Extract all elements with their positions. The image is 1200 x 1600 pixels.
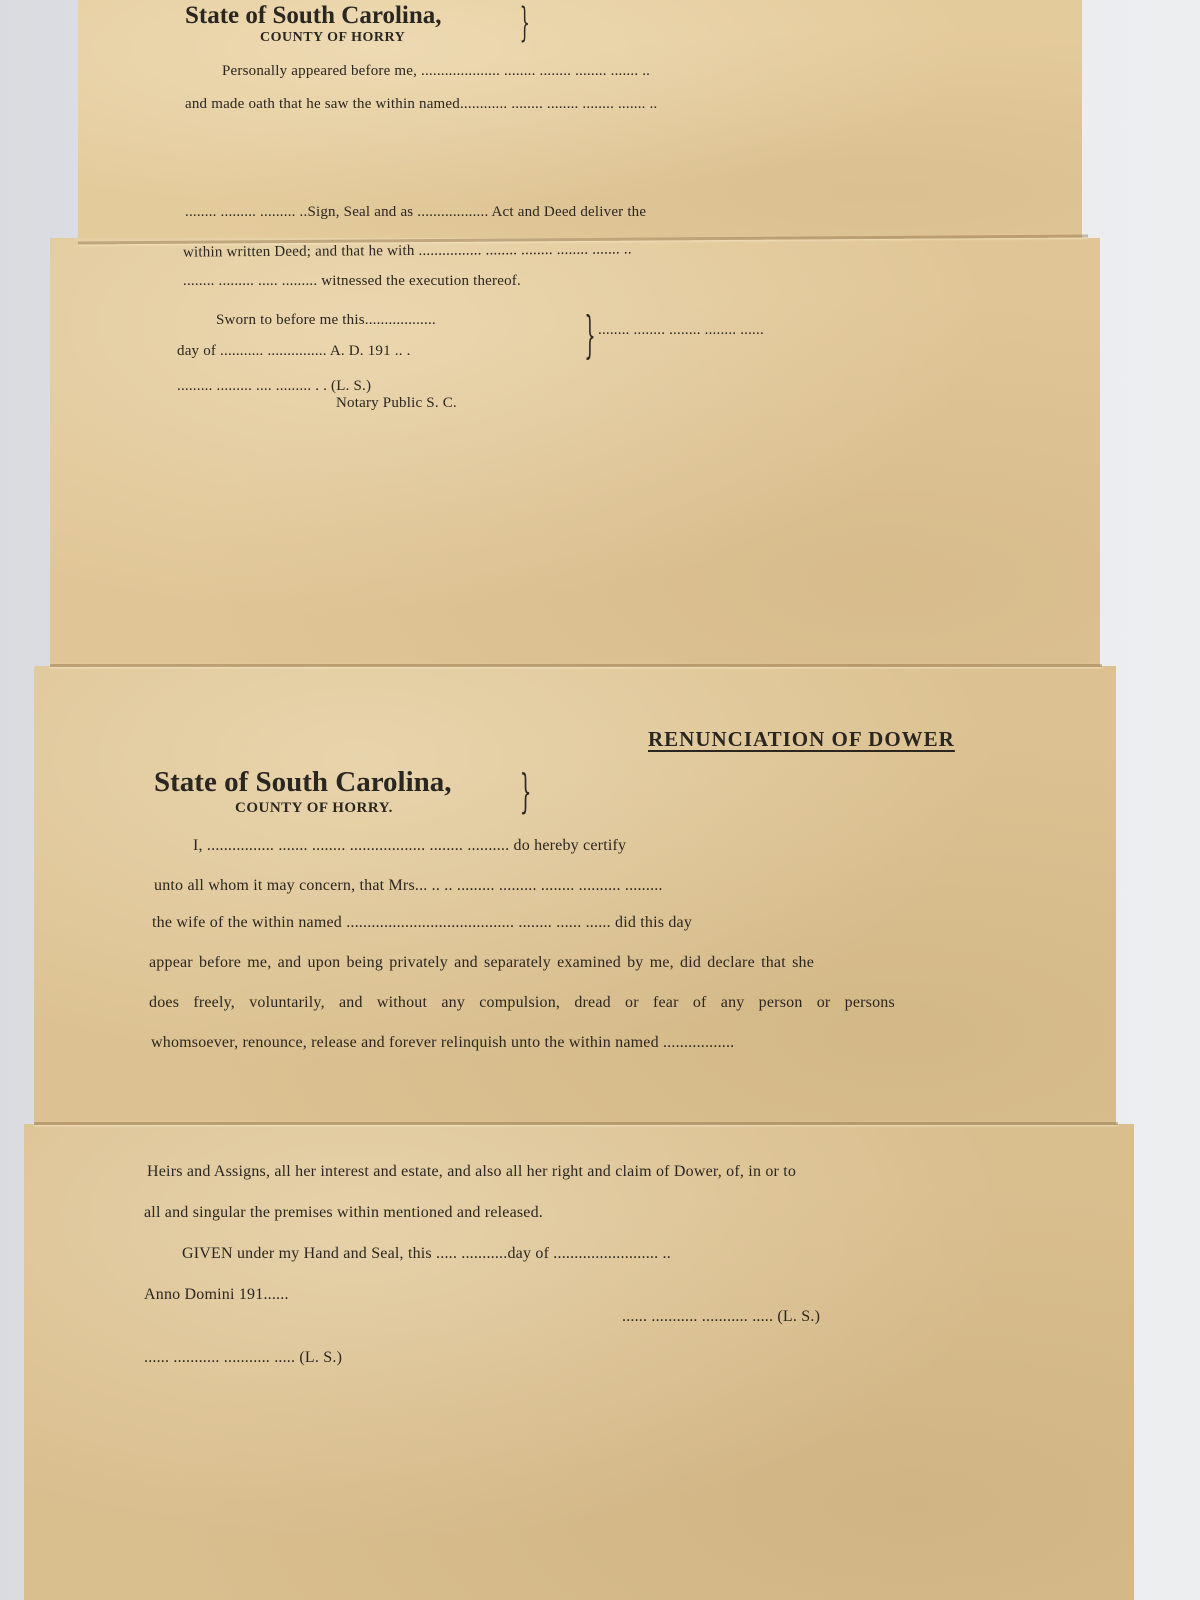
- renunciation-county: COUNTY OF HORRY.: [235, 800, 393, 816]
- signature-line-left: ...... ........... ........... ..... (L. S.): [144, 1349, 343, 1366]
- anno-domini-line: Anno Domini 191......: [144, 1286, 289, 1303]
- renunciation-line-8: all and singular the premises within mentioned and released.: [144, 1204, 543, 1221]
- renunciation-state-title: State of South Carolina,: [154, 766, 452, 798]
- notary-signature-line: ......... ......... .... ......... . . (L. S.): [177, 378, 372, 394]
- affidavit-county: COUNTY OF HORRY: [260, 30, 406, 45]
- fold-crease: [50, 664, 1102, 667]
- renunciation-heading: RENUNCIATION OF DOWER: [648, 727, 955, 751]
- bleed-through-text: [272, 519, 319, 529]
- renunciation-line-2: unto all whom it may concern, that Mrs... .. .. ......... ......... ........ .......... .........: [154, 877, 663, 894]
- renunciation-line-5: does freely, voluntarily, and without any compulsion, dread or fear of any person or persons: [149, 994, 895, 1011]
- brace-mark: }: [519, 764, 532, 818]
- affidavit-line-5: ........ ......... ..... ......... witnessed the execution thereof.: [183, 273, 521, 289]
- affidavit-line-2: and made oath that he saw the within named............ ........ ........ ........ ....... ..: [185, 96, 658, 112]
- affidavit-line-1: Personally appeared before me, .................... ........ ........ ........ ....... ..: [222, 63, 651, 79]
- renunciation-line-6: whomsoever, renounce, release and forever relinquish unto the within named .................: [151, 1034, 735, 1051]
- signature-line-right: ...... ........... ........... ..... (L. S.): [622, 1308, 821, 1325]
- fold-crease: [34, 1122, 1118, 1125]
- brace-mark: }: [519, 0, 530, 46]
- notary-title: Notary Public S. C.: [336, 395, 457, 411]
- renunciation-line-3: the wife of the within named ........................................ ........ ...... ...... did this day: [152, 914, 693, 931]
- brace-mark: }: [584, 306, 596, 364]
- day-of-line: day of ........... ............... A. D. 191 .. .: [177, 343, 411, 359]
- affidavit-state-title: State of South Carolina,: [185, 2, 442, 29]
- sworn-line: Sworn to before me this..................: [216, 312, 436, 328]
- witness-signature-line: ........ ........ ........ ........ ......: [598, 322, 764, 338]
- given-line: GIVEN under my Hand and Seal, this ..... ...........day of ......................... ..: [182, 1245, 671, 1262]
- paper-panel-middle: [50, 238, 1100, 668]
- affidavit-line-3: ........ ......... ......... ..Sign, Seal and as .................. Act and Deed deliver the: [185, 204, 647, 220]
- affidavit-line-4: within written Deed; and that he with ................ ........ ........ ........ ....... ..: [182, 241, 632, 261]
- renunciation-line-1: I, ................ ....... ........ .................. ........ .......... do hereby certify: [193, 837, 627, 854]
- renunciation-line-7: Heirs and Assigns, all her interest and estate, and also all her right and claim of Dower, of, in or to: [147, 1163, 797, 1180]
- renunciation-line-4: appear before me, and upon being privately and separately examined by me, did declare that she: [149, 954, 814, 971]
